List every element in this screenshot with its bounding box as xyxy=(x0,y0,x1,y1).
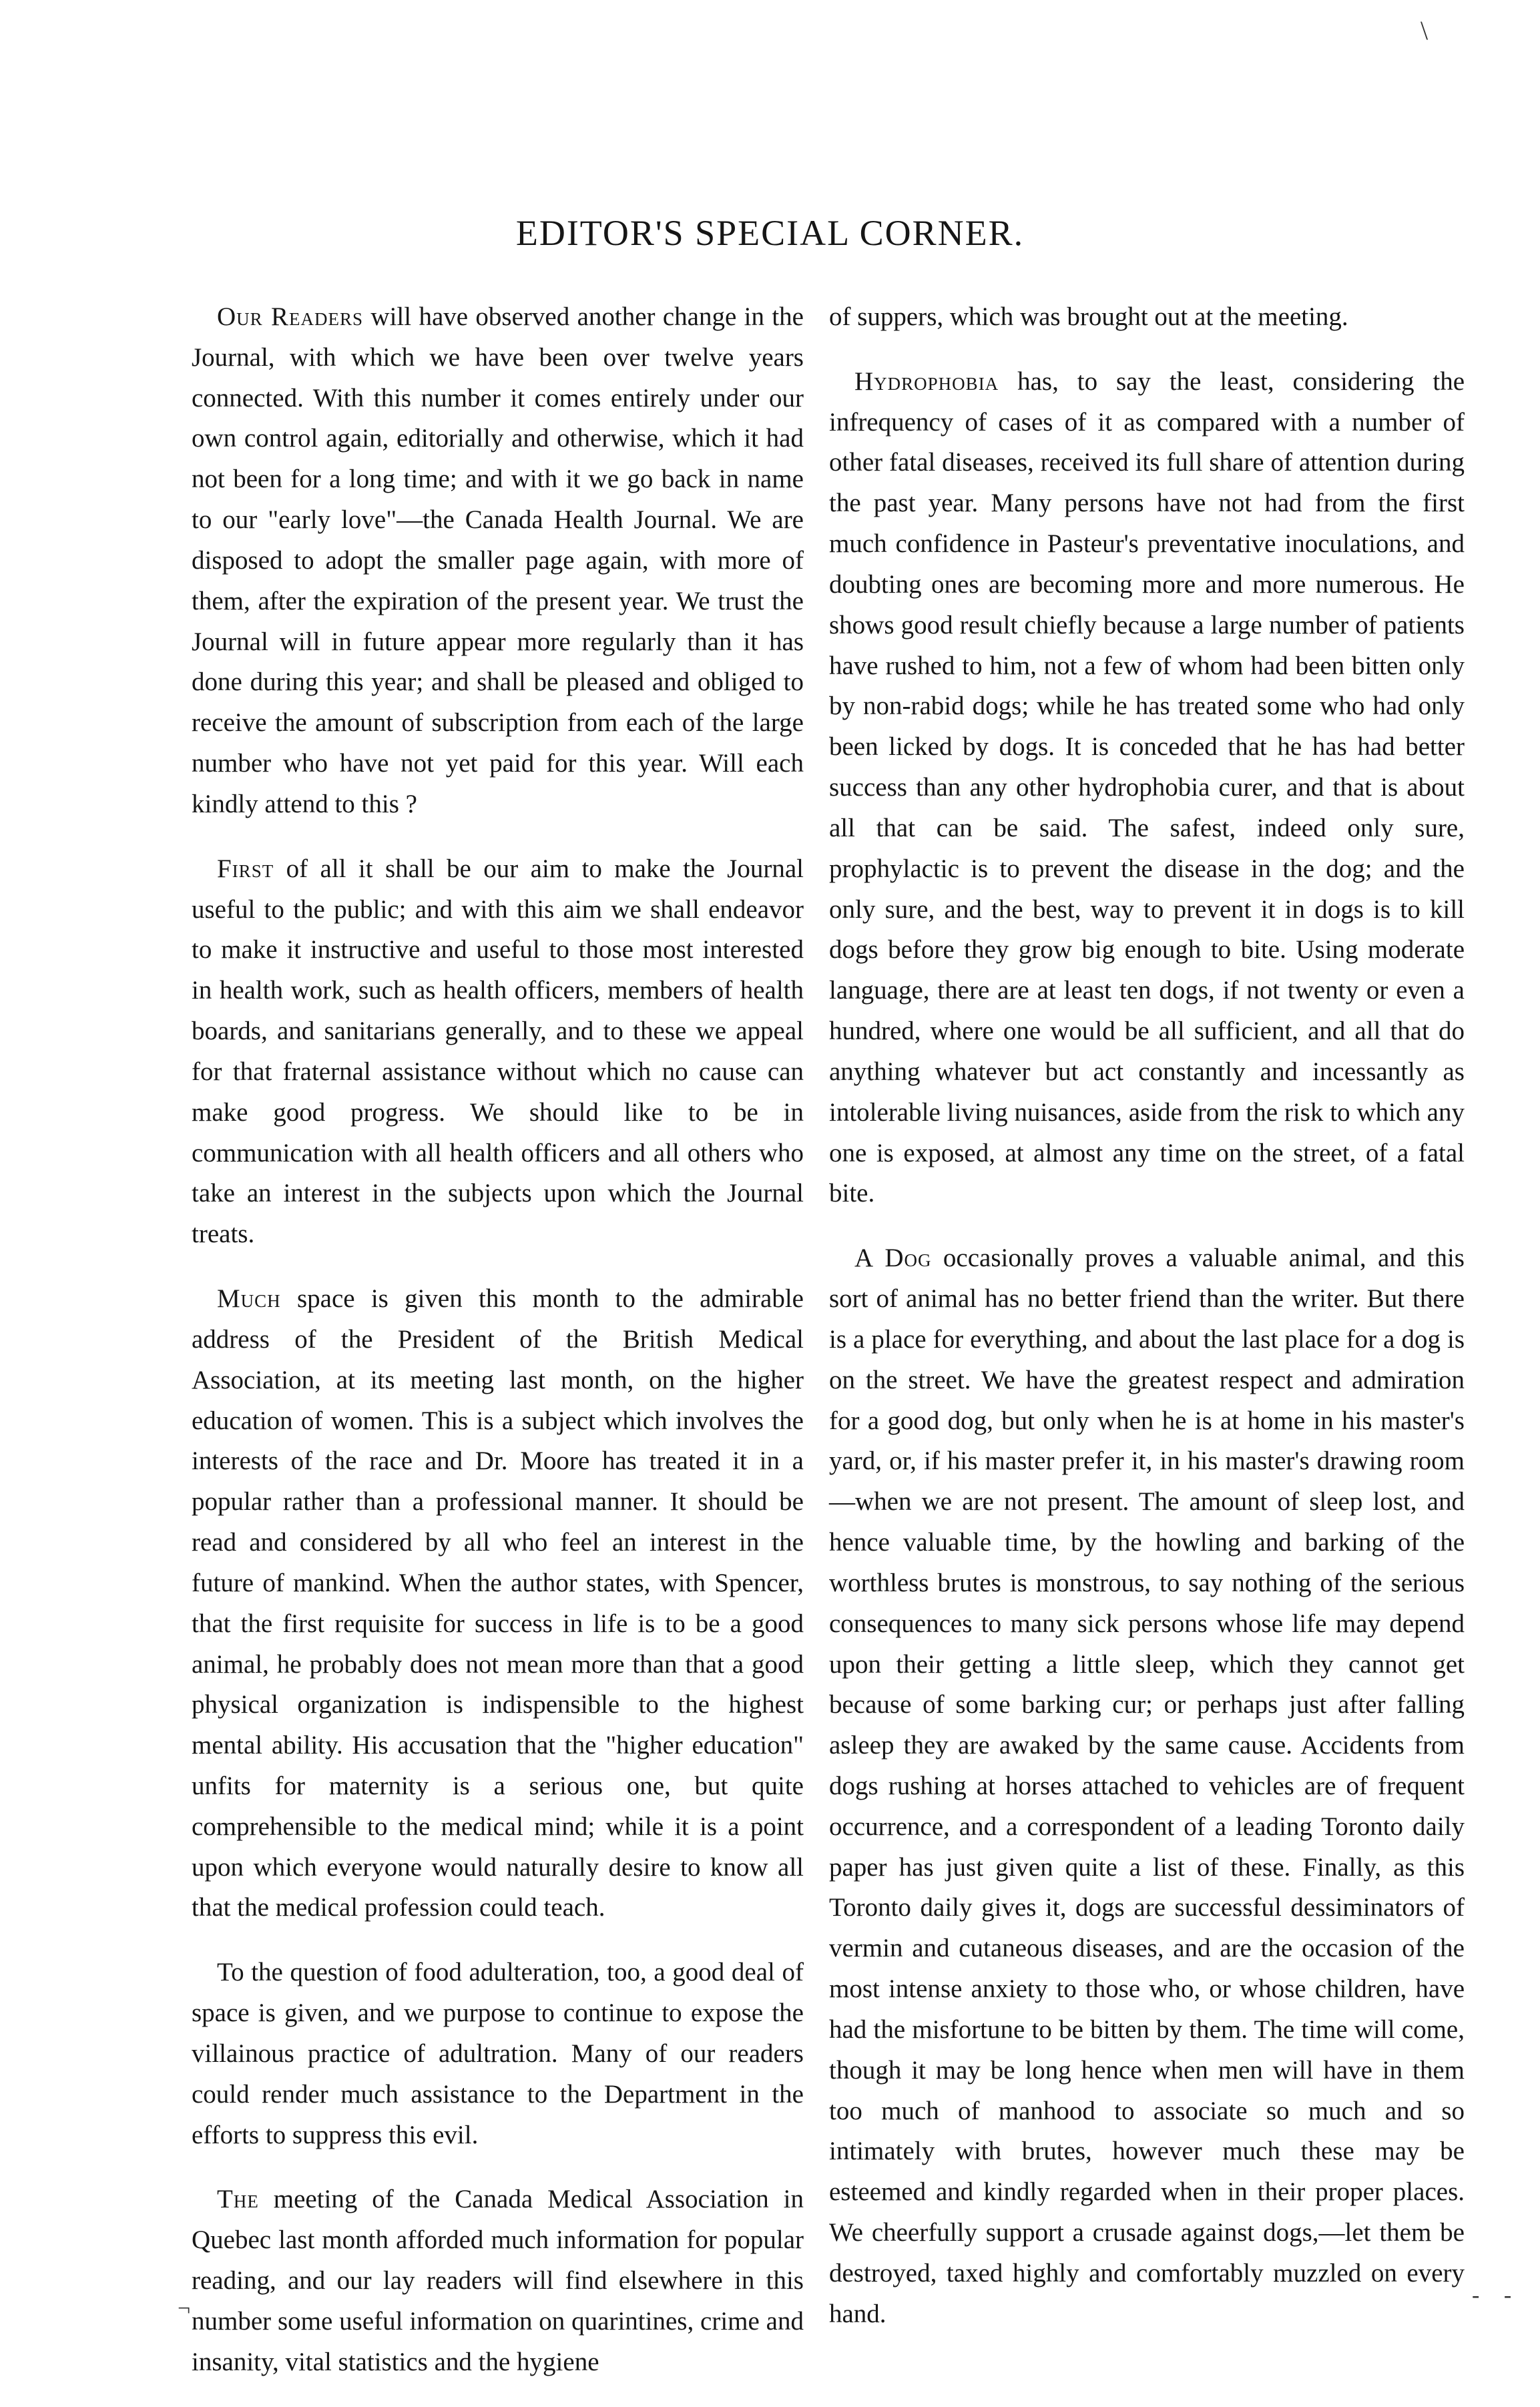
paragraph-text: of all it shall be our aim to make the Journal useful to the public; and with this aim we shall endeavor to make it instructive and useful to those most interested in health work, such as health officers, members of health boards, and sanitarians generally, and to these we appeal for that fraternal assistance without which no cause can make good progress. We should like to be in communication with all health officers and all others who take an interest in the subjects upon which the Journal treats. xyxy=(192,854,804,1249)
paragraph-text: meeting of the Canada Medical Association in Quebec last month afforded much information for popular reading, and our lay readers will find elsewhere in this number some useful information on quarintines, crime and insanity, vital statistics and the hygiene xyxy=(192,2185,804,2376)
paragraph-lead: The xyxy=(217,2185,259,2214)
paragraph-first xyxy=(192,849,804,1255)
paragraph-meeting xyxy=(192,2179,804,2382)
paragraph-food-adulteration xyxy=(192,1952,804,2155)
paragraph-much-space xyxy=(192,1279,804,1928)
corner-mark-bottom-left: ¬ xyxy=(178,2296,191,2321)
paragraph-a-dog xyxy=(829,1238,1465,2334)
paragraph-lead: A Dog xyxy=(854,1244,932,1273)
corner-mark-bottom-right: - - xyxy=(1472,2283,1521,2308)
right-column xyxy=(829,297,1465,2359)
paragraph-lead: Hydrophobia xyxy=(854,366,999,396)
paragraph-text: of suppers, which was brought out at the meeting. xyxy=(829,302,1348,331)
paragraph-hydrophobia xyxy=(829,362,1465,1214)
paragraph-text: will have observed another change in the Journal, with which we have been over twelve years connected. With this number it comes entirely under our own control again, editorially and otherwise, which it had not been for a long time; and with it we go back in name to our "early love"—the Canada Health Journal. We are disposed to adopt the smaller page again, with more of them, after the expiration of the present year. We trust the Journal will in future appear more regularly than it has done during this year; and shall be pleased and obliged to receive the amount of subscription from each of the large number who have not yet paid for this year. Will each kindly attend to this ? xyxy=(192,302,804,818)
paragraph-lead: Our Readers xyxy=(217,302,364,331)
paragraph-suppers-continued xyxy=(829,297,1465,338)
corner-mark-top: \ xyxy=(1421,15,1429,45)
paragraph-readers xyxy=(192,297,804,825)
paragraph-text: occasionally proves a valuable animal, and this sort of animal has no better friend than the writer. But there is a place for everything, and about the last place for a dog is on the street. We have the greatest respect and admiration for a good dog, but only when he is at home in his master's yard, or, if his master prefer it, in his master's drawing room—when we are not present. The amount of sleep lost, and hence valuable time, by the howling and barking of the worthless brutes is monstrous, to say nothing of the serious consequences to many sick persons whose life may depend upon their getting a little sleep, which they cannot get because of some barking cur; or perhaps just after falling asleep they are awaked by the same cause. Accidents from dogs rushing at horses attached to vehicles are of frequent occurrence, and a correspondent of a leading Toronto daily paper has just given quite a list of these. Finally, as this Toronto daily gives it, dogs are successful dessiminators of vermin and cutaneous diseases, and are the occasion of the most intense anxiety to those who, or whose children, have had the misfortune to be bitten by them. The time will come, though it may be long hence when men will have in them too much of manhood to associate so much and so intimately with brutes, however much these may be esteemed and kindly regarded when in their proper places. We cheerfully support a crusade against dogs,—let them be destroyed, taxed highly and comfortably muzzled on every hand. xyxy=(829,1244,1465,2328)
paragraph-text: To the question of food adulteration, too, a good deal of space is given, and we purpose to continue to expose the villainous practice of adultration. Many of our readers could render much assistance to the Department in the efforts to suppress this evil. xyxy=(192,1958,804,2149)
paragraph-lead: Much xyxy=(217,1284,281,1314)
left-column xyxy=(192,297,804,2407)
paragraph-text: space is given this month to the admirable address of the President of the British Medical Association, at its meeting last month, on the higher education of women. This is a subject which involves the interests of the race and Dr. Moore has treated it in a popular rather than a professional manner. It should be read and considered by all who feel an interest in the future of mankind. When the author states, with Spencer, that the first requisite for success in life is to be a good animal, he probably does not mean more than that a good physical organization is indispensible to the highest mental ability. His accusation that the "higher education" unfits for maternity is a serious one, but quite comprehensible to the medical mind; while it is a point upon which everyone would naturally desire to know all that the medical profession could teach. xyxy=(192,1284,804,1922)
page-title: EDITOR'S SPECIAL CORNER. xyxy=(515,213,1025,253)
paragraph-text: has, to say the least, considering the infrequency of cases of it as compared with a number of other fatal diseases, received its full share of attention during the past year. Many persons have not had from the first much confidence in Pasteur's preventative inoculations, and doubting ones are becoming more and more numerous. He shows good result chiefly because a large number of patients have rushed to him, not a few of whom had been bitten only by non-rabid dogs; while he has treated some who had only been licked by dogs. It is conceded that he has had better success than any other hydrophobia curer, and that is about all that can be said. The safest, indeed only sure, prophylactic is to prevent the disease in the dog; and the only sure, and the best, way to prevent it in dogs is to kill dogs before they grow big enough to bite. Using moderate language, there are at least ten dogs, if not twenty or even a hundred, where one would be all sufficient, and all that do anything whatever but act constantly and incessantly as intolerable living nuisances, aside from the risk to which any one is exposed, at almost any time on the street, of a fatal bite. xyxy=(829,366,1465,1208)
paragraph-lead: First xyxy=(217,854,274,883)
